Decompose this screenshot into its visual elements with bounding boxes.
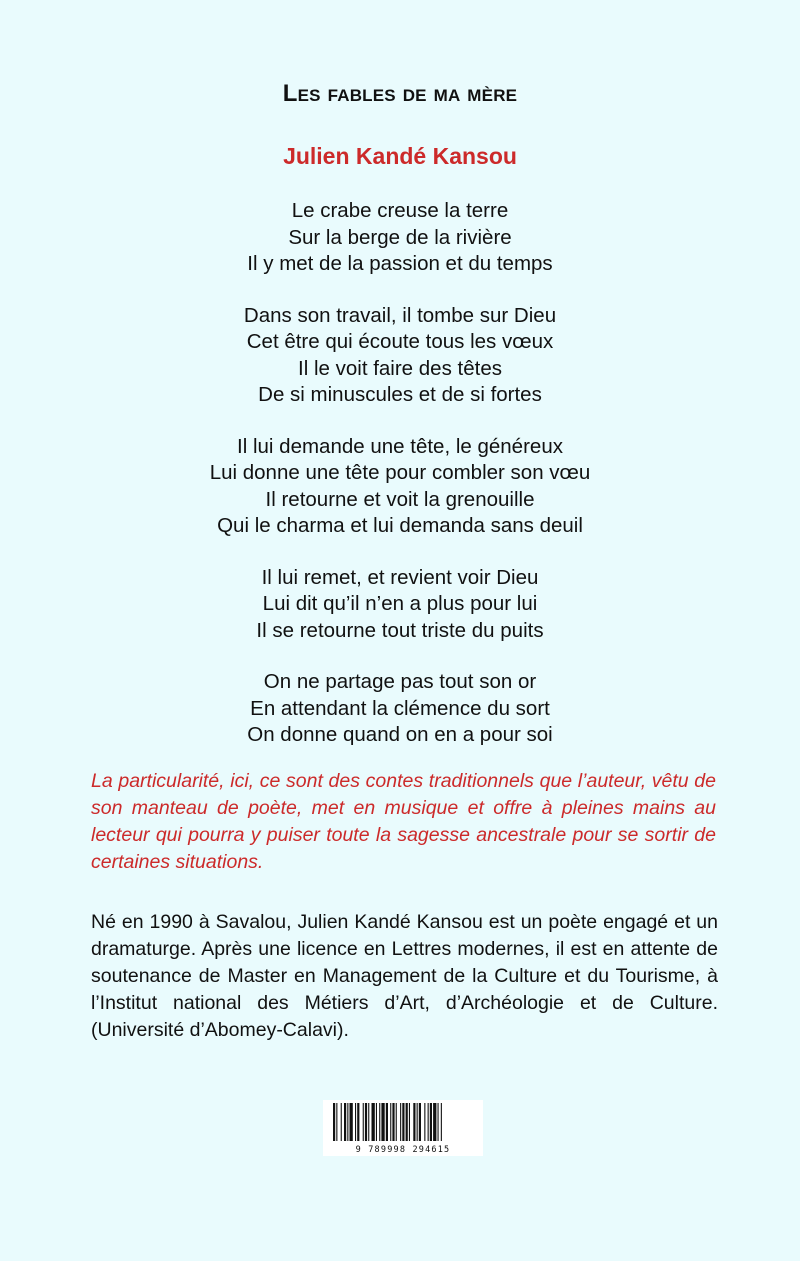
barcode-digits: 9 789998 294615: [355, 1145, 451, 1155]
poem-stanza: [0, 303, 800, 409]
blurb-text: La particularité, ici, ce sont des contes traditionnels que l’auteur, vêtu de son manteau de poète, met en musique et offre à pleines mains au lecteur qui pourra y puiser toute la sagesse ancestrale pour se sortir de certaines situations.: [91, 770, 716, 873]
barcode-bar: [344, 1103, 346, 1141]
barcode-bar: [336, 1103, 337, 1141]
poem-line: On donne quand on en a pour soi: [247, 723, 553, 746]
isbn-barcode: [323, 1100, 483, 1156]
poem-line: Il lui demande une tête, le généreux: [237, 434, 563, 458]
barcode-bar: [386, 1103, 388, 1141]
barcode-bar: [433, 1103, 436, 1141]
poem-line: En attendant la clémence du sort: [250, 696, 550, 720]
poem: [0, 198, 800, 774]
poem-stanza: [0, 669, 800, 749]
book-title: Les fables de ma mère: [282, 80, 518, 107]
poem-line: Le crabe creuse la terre: [291, 199, 509, 222]
barcode-bar: [392, 1103, 394, 1141]
barcode-bar: [396, 1103, 397, 1141]
poem-line: Il lui remet, et revient voir Dieu: [261, 565, 539, 589]
barcode-bar: [381, 1103, 384, 1141]
barcode-bar: [368, 1103, 369, 1141]
poem-line: Il se retourne tout triste du puits: [256, 618, 544, 642]
poem-line: Sur la berge de la rivière: [288, 225, 512, 249]
barcode-bar: [417, 1103, 418, 1141]
barcode-bar: [413, 1103, 415, 1141]
barcode-bars: [333, 1103, 442, 1141]
barcode-bar: [390, 1103, 391, 1141]
barcode-bar: [409, 1103, 410, 1141]
poem-line: Dans son travail, il tombe sur Dieu: [243, 303, 557, 327]
poem-line: Il y met de la passion et du temps: [247, 252, 553, 275]
barcode-bar: [402, 1103, 404, 1141]
poem-line: On ne partage pas tout son or: [263, 670, 537, 693]
poem-line: Cet être qui écoute tous les vœux: [246, 330, 554, 353]
barcode-bar: [441, 1103, 442, 1141]
barcode-graphic: [323, 1100, 483, 1156]
barcode-bar: [400, 1103, 401, 1141]
barcode-bar: [365, 1103, 367, 1141]
barcode-bar: [406, 1103, 408, 1141]
barcode-bar: [350, 1103, 353, 1141]
barcode-bar: [357, 1103, 359, 1141]
author-bio: Né en 1990 à Savalou, Julien Kandé Kansou est un poète engagé et un dramaturge. Après une licence en Lettres modernes, il est en attente de soutenance de Master en Management de la Culture et du Tourisme, à l’Institut national des Métiers d’Art, d’Archéologie et de Culture. (Université d’Abomey-Calavi).: [91, 911, 718, 1041]
barcode-bar: [363, 1103, 364, 1141]
barcode-bar: [419, 1103, 421, 1141]
barcode-bar: [424, 1103, 425, 1141]
barcode-bar: [430, 1103, 432, 1141]
barcode-bar: [333, 1103, 335, 1141]
barcode-bar: [341, 1103, 342, 1141]
poem-line: De si minuscules et de si fortes: [258, 383, 542, 406]
barcode-bar: [376, 1103, 377, 1141]
poem-line: Lui dit qu’il n’en a plus pour lui: [262, 592, 538, 615]
poem-stanza: [0, 565, 800, 645]
barcode-bar: [372, 1103, 375, 1141]
poem-line: Il retourne et voit la grenouille: [265, 487, 535, 511]
barcode-bar: [355, 1103, 356, 1141]
barcode-bar: [379, 1103, 380, 1141]
poem-line: Qui le charma et lui demanda sans deuil: [217, 514, 583, 537]
barcode-bar: [347, 1103, 348, 1141]
barcode-bar: [438, 1103, 439, 1141]
barcode-bar: [428, 1103, 429, 1141]
poem-stanza: [0, 434, 800, 540]
poem-stanza: [0, 198, 800, 278]
poem-line: Lui donne une tête pour combler son vœu: [209, 461, 591, 484]
poem-line: Il le voit faire des têtes: [298, 356, 502, 380]
author-name: Julien Kandé Kansou: [283, 143, 517, 169]
